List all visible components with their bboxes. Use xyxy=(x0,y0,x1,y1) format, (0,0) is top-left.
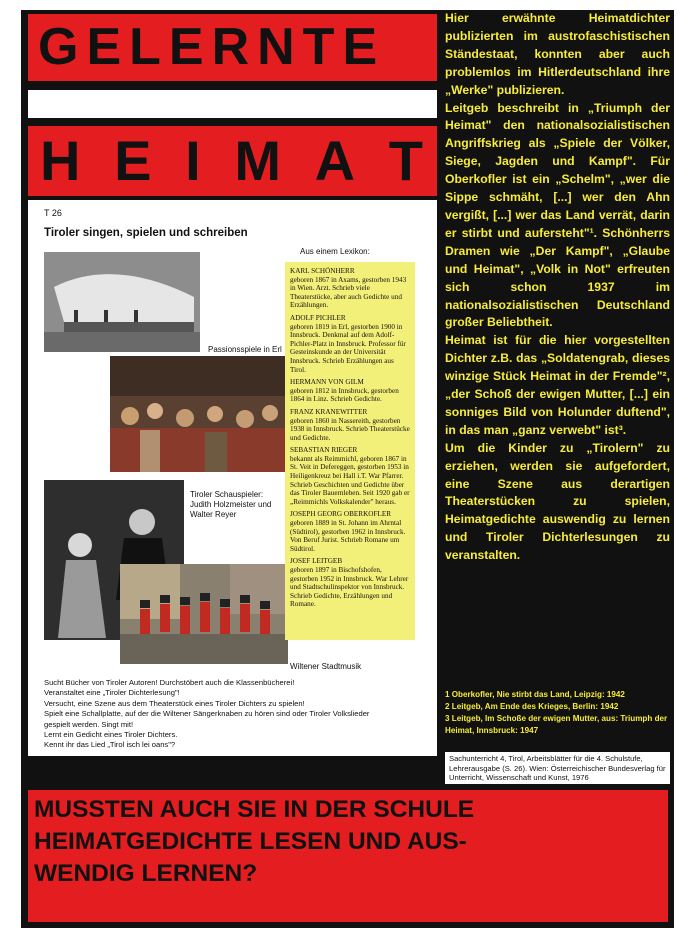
headline-letter: H xyxy=(40,129,81,192)
question-line: HEIMATGEDICHTE LESEN UND AUS- xyxy=(34,828,467,855)
headline-gelernte: GELERNTE xyxy=(28,14,437,81)
commentary-paragraph: Um die Kinder zu „Tirolern" zu erziehen, werden sie aufgefordert, eine Szene aus derartigen Theaterstücken zu spielen, Heimatgedichte auswendig zu lernen und Tiroler Dichterlesungen zu veranstalten. xyxy=(445,440,670,563)
lexicon-entry: SEBASTIAN RIEGER bekannt als Reimmichl, geboren 1867 in St. Veit in Defereggen, gestorben 1953 in Heiligenkreuz bei Hall i.T. War Pfarrer. Schrieb Geschichten und Gedichte über das Tiroler Bauernleben. Seit 1920 gab er „Reimmichls Volkskalender" heraus. xyxy=(290,446,410,506)
page-number: T 26 xyxy=(44,208,62,218)
passion-play-photo xyxy=(110,356,286,472)
headline-letter: M xyxy=(234,129,281,192)
band-caption: Wiltener Stadtmusik xyxy=(290,662,362,671)
task-line: Kennt ihr das Lied „Tirol isch lei oans"? xyxy=(44,740,176,750)
task-list xyxy=(44,678,424,751)
footnotes xyxy=(445,689,670,737)
lexicon-entry: KARL SCHÖNHERR geboren 1867 in Axams, gestorben 1943 in Wien. Arzt. Schrieb viele Theaterstücke, aber auch Gedichte und Erzählungen. xyxy=(290,267,407,310)
question-line: WENDIG LERNEN? xyxy=(34,860,258,887)
headline-letter: E xyxy=(114,129,152,192)
commentary-column xyxy=(445,10,670,565)
lexicon-heading: Aus einem Lexikon: xyxy=(300,247,370,256)
question-banner xyxy=(28,790,668,922)
passion-theatre-photo xyxy=(44,252,200,352)
band-photo xyxy=(120,564,288,664)
footnote: 2 Leitgeb, Am Ende des Krieges, Berlin: 1942 xyxy=(445,702,619,711)
task-line: gespielt werden. Singt mit! xyxy=(44,719,134,729)
source-citation: Sachunterricht 4, Tirol, Arbeitsblätter für die 4. Schulstufe, Lehrerausgabe (S. 26). Wien: Österreichischer Bundesverlag für Unterricht, Wissenschaft und Kunst, 1976 xyxy=(445,752,670,784)
page-title: Tiroler singen, spielen und schreiben xyxy=(44,227,248,239)
task-line: Sucht Bücher von Tiroler Autoren! Durchstöbert auch die Klassenbücherei! xyxy=(44,678,295,687)
task-line: Versucht, eine Szene aus dem Theaterstück eines Tiroler Dichters zu spielen! xyxy=(44,698,305,708)
task-line: Lernt ein Gedicht eines Tiroler Dichters. xyxy=(44,730,178,740)
lexicon-entry: HERMANN VON GILM geboren 1812 in Innsbruck, gestorben 1864 in Linz. Schrieb Gedichte. xyxy=(290,378,399,404)
textbook-page xyxy=(28,200,437,756)
white-divider xyxy=(28,90,437,118)
task-line: Veranstaltet eine „Tiroler Dichterlesung"! xyxy=(44,688,180,698)
task-line: Spielt eine Schallplatte, auf der die Wiltener Sängerknaben zu hören sind oder Tiroler Volkslieder xyxy=(44,709,370,719)
lexicon-entry: FRANZ KRANEWITTER geboren 1860 in Nassereith, gestorben 1938 in Innsbruck. Schrieb Theaterstücke und Gedichte. xyxy=(290,407,410,442)
lexicon-box xyxy=(285,262,415,640)
headline-heimat xyxy=(28,126,437,196)
headline-letter: I xyxy=(185,129,201,192)
commentary-paragraph: Leitgeb beschreibt in „Triumph der Heimat" den nationalsozialistischen Angriffskrieg als „Spiele der Völker, Siege, Jagden und Kampf". Für Oberkofler ist ein „Schelm", „wer die Sippe schmäht, [...] wer den Ahn vergißt, [...] wer das Land verrät, darin er stirbt und aufersteht"¹. Schönherrs Dramen wie „Der Kampf", „Glaube und Heimat", „Volk in Not" erfreuten sich schon 1937 im nationalsozialistischen Deutschland großer Beliebtheit. xyxy=(445,100,670,330)
commentary-paragraph: Heimat ist für die hier vorgestellten Dichter z.B. das „Soldatengrab, dieses winzige Stück Heimat in der Fremde"², „der Schoß der ewigen Mutter, [...] ein sonniges Bild von Holunder duftend", in das man „ganz verwebt" ist³. xyxy=(445,333,670,437)
footnote: 1 Oberkofler, Nie stirbt das Land, Leipzig: 1942 xyxy=(445,690,625,699)
passion-caption: Passionsspiele in Erl xyxy=(208,345,282,354)
lexicon-entry: JOSEPH GEORG OBERKOFLER geboren 1889 in St. Johann im Ahrntal (Südtirol), gestorben 1962 in Innsbruck. Von Beruf Jurist. Schrieb Romane um Südtirol. xyxy=(290,510,406,553)
lexicon-entry: JOSEF LEITGEB geboren 1897 in Bischofshofen, gestorben 1952 in Innsbruck. War Lehrer und Stadtschulinspektor von Innsbruck. Schrieb Gedichte, Erzählungen und Romane. xyxy=(290,557,409,609)
commentary-paragraph: Hier erwähnte Heimatdichter publizierten im austrofaschistischen Ständestaat, konnten aber auch problemlos im Hitlerdeutschland ihre „Werke" publizieren. xyxy=(445,11,670,97)
question-line: MUSSTEN AUCH SIE IN DER SCHULE xyxy=(34,796,475,823)
headline-letter: T xyxy=(388,129,423,192)
lexicon-entry: ADOLF PICHLER geboren 1819 in Erl, gestorben 1900 in Innsbruck. Denkmal auf dem Adolf-Pichler-Platz in Innsbruck. Professor für Gesteinskunde an der Universität Innsbruck. Schrieb Erzählungen aus Tirol. xyxy=(290,313,406,374)
headline-letter: A xyxy=(314,129,356,192)
actors-caption: Tiroler Schauspieler: Judith Holzmeister und Walter Reyer xyxy=(190,490,272,519)
footnote: 3 Leitgeb, Im Schoße der ewigen Mutter, aus: Triumph der Heimat, Innsbruck: 1947 xyxy=(445,714,668,735)
